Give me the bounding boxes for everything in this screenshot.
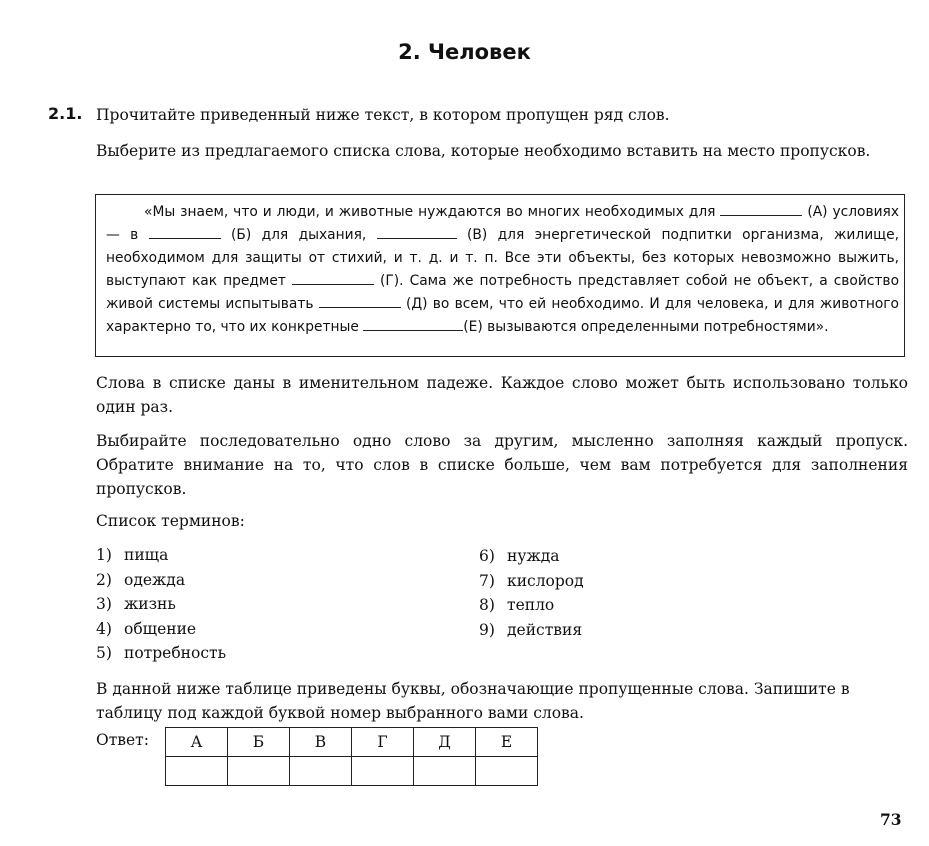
answer-letter: Г bbox=[352, 728, 414, 757]
blank-g[interactable] bbox=[292, 272, 374, 285]
blank-d[interactable] bbox=[319, 295, 401, 308]
answer-cell-e[interactable] bbox=[476, 757, 538, 786]
task-instruction-2: Выберите из предлагаемого списка слова, которые необходимо вставить на место пропусков. bbox=[96, 142, 871, 160]
task-number: 2.1. bbox=[48, 104, 83, 123]
answer-cell-g[interactable] bbox=[352, 757, 414, 786]
answer-cell-a[interactable] bbox=[166, 757, 228, 786]
task-instruction-1: Прочитайте приведенный ниже текст, в котором пропущен ряд слов. bbox=[96, 106, 670, 124]
passage-part-2: (А) условиях — в bbox=[106, 204, 900, 243]
passage-part-6: (Д) во всем, что ей необходимо. И для человека, и для животного характерно то, что их конкретные bbox=[106, 296, 899, 335]
answer-input-row bbox=[166, 757, 538, 786]
answer-cell-d[interactable] bbox=[414, 757, 476, 786]
terms-list-right bbox=[479, 544, 584, 642]
list-item: 7) кислород bbox=[479, 571, 584, 590]
list-item: 9) действия bbox=[479, 620, 583, 639]
note-nominative: Слова в списке даны в именительном падеже. Каждое слово может быть использовано только один раз. bbox=[96, 374, 908, 416]
answer-letter: В bbox=[290, 728, 352, 757]
section-title: 2. Человек bbox=[398, 40, 531, 64]
list-item: 3) жизнь bbox=[96, 595, 176, 613]
answer-cell-b[interactable] bbox=[228, 757, 290, 786]
answer-table bbox=[165, 727, 538, 786]
answer-letter: А bbox=[166, 728, 228, 757]
table-instruction: В данной ниже таблице приведены буквы, обозначающие пропущенные слова. Запишите в таблицу под каждой буквой номер выбранного вами слова. bbox=[96, 680, 850, 722]
blank-v[interactable] bbox=[377, 226, 457, 239]
passage-part-5: (Г). Сама же потребность представляет собой не объект, а свойство живой системы испытывать bbox=[106, 273, 900, 312]
answer-letter: Д bbox=[414, 728, 476, 757]
list-item: 2) одежда bbox=[96, 570, 186, 589]
passage-part-3: (Б) для дыхания, bbox=[231, 227, 367, 243]
blank-a[interactable] bbox=[720, 203, 802, 216]
list-item: 6) нужда bbox=[479, 547, 560, 565]
list-item: 4) общение bbox=[96, 619, 197, 638]
terms-list-title: Список терминов: bbox=[96, 512, 245, 530]
passage-part-7: (Е) вызываются определенными потребностями». bbox=[463, 319, 829, 335]
answer-label: Ответ: bbox=[96, 731, 149, 749]
answer-letter: Б bbox=[228, 728, 290, 757]
list-item: 8) тепло bbox=[479, 596, 555, 614]
list-item: 5) потребность bbox=[96, 644, 227, 662]
terms-list-left bbox=[96, 543, 226, 666]
answer-letter: Е bbox=[476, 728, 538, 757]
passage-part-1: «Мы знаем, что и люди, и животные нуждаются во многих необходимых для bbox=[144, 204, 716, 220]
page-number: 73 bbox=[880, 810, 902, 829]
answer-cell-v[interactable] bbox=[290, 757, 352, 786]
passage-box bbox=[95, 194, 905, 357]
answer-header-row bbox=[166, 728, 538, 757]
blank-e[interactable] bbox=[363, 318, 463, 331]
passage-part-4: (В) для энергетической подпитки организма, жилище, необходимом для защиты от стихий, и т. д. и т. п. Все эти объекты, без которых невозможно выжить, выступают как предмет bbox=[106, 227, 900, 289]
list-item: 1) пища bbox=[96, 546, 169, 564]
blank-b[interactable] bbox=[149, 226, 221, 239]
note-sequential: Выбирайте последовательно одно слово за другим, мысленно заполняя каждый пропуск. Обратите внимание на то, что слов в списке больше, чем вам потребуется для заполнения пропусков. bbox=[96, 432, 908, 498]
